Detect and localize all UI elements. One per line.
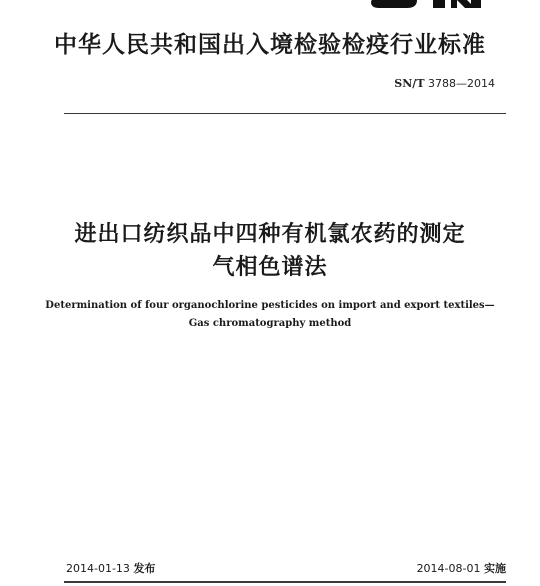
standard-prefix: SN/T [394,77,425,90]
issuing-agency-title: 中华人民共和国出入境检验检疫行业标准 [54,32,486,58]
effective-date-value: 2014-08-01 [416,562,481,575]
english-title-line-2: Gas chromatography method [188,318,352,329]
issue-label: 发布 [133,562,156,575]
chinese-title-line-1: 进出口纺织品中四种有机氯农药的测定 [74,222,466,247]
chinese-title-line-2: 气相色谱法 [212,255,328,280]
issue-date [66,560,155,576]
effective-label: 实施 [484,562,506,575]
footer-divider [64,581,506,583]
effective-date [417,560,506,576]
english-title-line-1: Determination of four organochlorine pesticides on import and export textiles— [45,300,495,311]
standard-code [394,77,495,90]
sn-logo-icon [371,0,483,8]
standard-number: 3788—2014 [428,77,495,90]
header-divider [64,113,506,114]
issue-date-value: 2014-01-13 [66,562,130,575]
